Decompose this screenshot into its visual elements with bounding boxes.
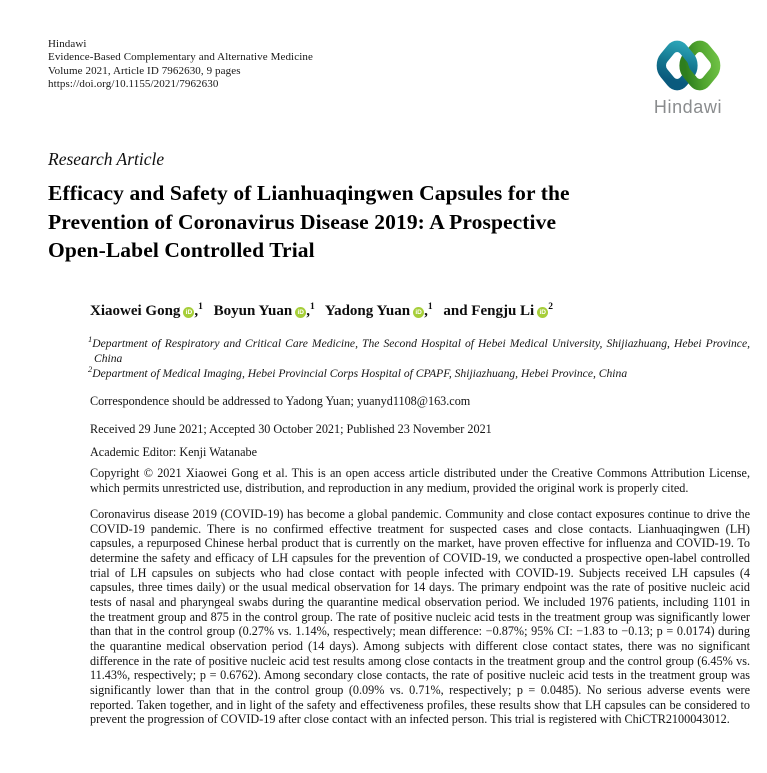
author-prefix: and: [443, 303, 472, 319]
title-line: Open-Label Controlled Trial: [48, 238, 315, 263]
abstract-text: Coronavirus disease 2019 (COVID-19) has become a global pandemic. Community and close contact exposures continue to drive the COVID-19 pandemic. There is no confirmed effective treatment for suspected cases and close contacts. Lianhuaqingwen (LH) capsules, a repurposed Chinese herbal product that is currently on the market, have proven effective for influenza and COVID-19. To determine the safety and efficacy of LH capsules for the prevention of COVID-19, we conducted a prospective open-label controlled trial of LH capsules on subjects who had close contact with people infected with COVID-19. Subjects received LH capsules (4 capsules, three times daily) or the usual medical observation for 14 days. The primary endpoint was the rate of positive nucleic acid tests of nasal and pharyngeal swabs during the quarantine medical observation period. We included 1976 patients, including 1101 in the treatment group and 875 in the control group. The rate of positive nucleic acid tests in the treatment group was significantly lower than that in the control group (0.27% vs. 1.14%, respectively; mean difference: −0.87%; 95% CI: −1.83 to −0.13; p = 0.0174) during the quarantine medical observation period (14 days). Among subjects with different close contact states, there was no significant difference in the rate of positive nucleic acid test results among close contacts in the treatment group and the control group (6.45% vs. 11.43%, respectively; p = 0.6762). Among secondary close contacts, the rate of positive nucleic acid tests in the treatment group was significantly lower than that in the control group (0.09% vs. 0.71%, respectively; p = 0.0485). No serious adverse events were reported. Taken together, and in light of the safety and effectiveness profiles, these results show that LH capsules can be considered to prevent the progression of COVID-19 after close contact with an infected person. This trial is registered with ChiCTR2100043012.: [90, 507, 750, 727]
orcid-icon[interactable]: iD: [183, 307, 194, 318]
affiliation-superscript: 1: [88, 334, 93, 345]
author: [214, 303, 315, 319]
orcid-icon[interactable]: iD: [295, 307, 306, 318]
history-line: Received 29 June 2021; Accepted 30 October 2021; Published 23 November 2021: [90, 422, 492, 436]
correspondence-line: [90, 394, 750, 409]
correspondence-email-link[interactable]: yuanyd1108@163.com: [356, 394, 471, 408]
author: [90, 303, 203, 319]
orcid-icon[interactable]: iD: [537, 307, 548, 318]
author-name: Xiaowei Gong: [90, 303, 181, 319]
author: [325, 303, 433, 319]
author-separator: ,: [306, 303, 310, 319]
hindawi-logo: [641, 36, 735, 118]
author-name: Fengju Li: [471, 303, 535, 319]
author: [443, 303, 553, 319]
orcid-icon[interactable]: iD: [413, 307, 424, 318]
editor-line: Academic Editor: Kenji Watanabe: [90, 445, 257, 459]
volume-info: Volume 2021, Article ID 7962630, 9 pages: [48, 64, 241, 77]
author-byline: [90, 303, 750, 320]
author-superscript: 1: [309, 302, 315, 312]
title-line: Efficacy and Safety of Lianhuaqingwen Capsules for the: [48, 181, 570, 205]
publication-header: [48, 38, 313, 92]
author-superscript: 2: [548, 302, 553, 312]
article-title: [48, 179, 648, 265]
author-separator: ,: [194, 303, 199, 319]
hindawi-logo-icon: [652, 36, 725, 95]
affiliation-text: Department of Respiratory and Critical Care Medicine, The Second Hospital of Hebei Medical University, Shijiazhuang, Hebei Province, China: [92, 337, 750, 365]
affiliation: [88, 334, 750, 367]
author-superscript: 1: [427, 302, 433, 312]
author-superscript: 1: [198, 302, 203, 312]
doi-link[interactable]: https://doi.org/10.1155/2021/7962630: [48, 78, 219, 91]
journal-name: Evidence-Based Complementary and Alternative Medicine: [48, 51, 313, 64]
article-type-label: Research Article: [48, 149, 165, 169]
title-line: Prevention of Coronavirus Disease 2019: A Prospective: [48, 209, 557, 234]
author-name: Yadong Yuan: [324, 303, 411, 319]
affiliation-superscript: 2: [88, 363, 93, 374]
author-separator: ,: [424, 303, 428, 319]
affiliations: [88, 334, 750, 382]
hindawi-wordmark: Hindawi: [653, 97, 723, 117]
correspondence-text: Correspondence should be addressed to Yadong Yuan;: [90, 394, 357, 408]
author-name: Boyun Yuan: [213, 303, 293, 319]
publisher-name: Hindawi: [48, 38, 87, 50]
copyright-notice: Copyright © 2021 Xiaowei Gong et al. This is an open access article distributed under the Creative Commons Attribution License, which permits unrestricted use, distribution, and reproduction in any medium, provided the original work is properly cited.: [90, 466, 750, 495]
affiliation: [88, 363, 750, 382]
affiliation-text: Department of Medical Imaging, Hebei Provincial Corps Hospital of CPAPF, Shijiazhuang, Hebei Province, China: [92, 366, 628, 380]
